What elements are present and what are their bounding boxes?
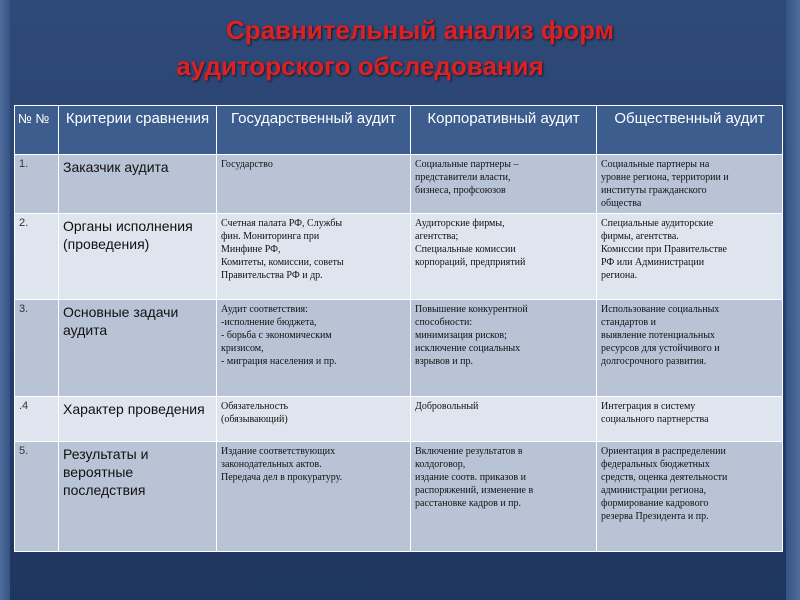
cell-line: Социальные партнеры –	[415, 159, 519, 170]
cell-line: расстановке кадров и пр.	[415, 498, 522, 509]
cell-line: резерва Президента и пр.	[601, 511, 709, 522]
header-corporate-audit: Корпоративный аудит	[411, 106, 597, 155]
cell-line: фин. Мониторинга при	[221, 231, 320, 242]
state-cell	[217, 155, 411, 214]
corporate-cell	[411, 300, 597, 397]
row-number: 3.	[15, 300, 59, 397]
cell-line: Аудиторские фирмы,	[415, 218, 505, 229]
cell-line: Правительства РФ и др.	[221, 270, 323, 281]
header-criteria: Критерии сравнения	[59, 106, 217, 155]
cell-line: Передача дел в прокуратуру.	[221, 472, 343, 483]
cell-line: -исполнение бюджета,	[221, 317, 317, 328]
cell-line: минимизация рисков;	[415, 330, 507, 341]
table-row	[15, 214, 783, 300]
cell-line: бизнеса, профсоюзов	[415, 185, 506, 196]
state-cell	[217, 300, 411, 397]
title-line-1: Сравнительный анализ форм	[226, 15, 614, 45]
cell-line: Интеграция в систему	[601, 401, 696, 412]
cell-line: Обязательность	[221, 401, 289, 412]
row-number: .4	[15, 397, 59, 442]
cell-line: региона.	[601, 270, 638, 281]
table-row	[15, 397, 783, 442]
cell-line: представители власти,	[415, 172, 511, 183]
cell-line: Издание соответствующих	[221, 446, 336, 457]
cell-line: законодательных актов.	[221, 459, 322, 470]
cell-line: Добровольный	[415, 401, 479, 412]
cell-line: фирмы, агентства.	[601, 231, 679, 242]
cell-line: Повышение конкурентной	[415, 304, 528, 315]
cell-line: способности:	[415, 317, 473, 328]
row-criterion: Характер проведения	[59, 397, 217, 442]
state-cell	[217, 397, 411, 442]
state-cell	[217, 214, 411, 300]
cell-line: Минфине РФ,	[221, 244, 281, 255]
table-header-row	[15, 106, 783, 155]
cell-line: исключение социальных	[415, 343, 521, 354]
row-number: 1.	[15, 155, 59, 214]
cell-line: - борьба с экономическим	[221, 330, 332, 341]
cell-line: распоряжений, изменение в	[415, 485, 534, 496]
public-cell	[597, 155, 783, 214]
public-cell	[597, 214, 783, 300]
header-state-audit: Государственный аудит	[217, 106, 411, 155]
cell-line: Счетная палата РФ, Службы	[221, 218, 343, 229]
header-number: № №	[15, 106, 59, 155]
row-criterion: Основные задачи аудита	[59, 300, 217, 397]
table-row	[15, 300, 783, 397]
public-cell	[597, 397, 783, 442]
slide-title	[0, 12, 800, 84]
cell-line: корпораций, предприятий	[415, 257, 526, 268]
cell-line: (обязывающий)	[221, 414, 288, 425]
cell-line: институты гражданского	[601, 185, 707, 196]
right-decor-stripe	[786, 0, 800, 600]
cell-line: уровне региона, территории и	[601, 172, 729, 183]
state-cell	[217, 442, 411, 552]
cell-line: социального партнерства	[601, 414, 709, 425]
table-row	[15, 155, 783, 214]
cell-line: Ориентация в распределении	[601, 446, 726, 457]
cell-line: Социальные партнеры на	[601, 159, 710, 170]
cell-line: администрации региона,	[601, 485, 707, 496]
cell-line: издание соотв. приказов и	[415, 472, 527, 483]
cell-line: выявление потенциальных	[601, 330, 715, 341]
cell-line: Комитеты, комиссии, советы	[221, 257, 344, 268]
comparison-table	[14, 105, 783, 552]
cell-line: Специальные комиссии	[415, 244, 516, 255]
cell-line: Государство	[221, 159, 273, 170]
cell-line: ресурсов для устойчивого и	[601, 343, 720, 354]
corporate-cell	[411, 397, 597, 442]
cell-line: - миграция населения и пр.	[221, 356, 337, 367]
cell-line: средств, оценка деятельности	[601, 472, 728, 483]
public-cell	[597, 300, 783, 397]
cell-line: Включение результатов в	[415, 446, 523, 457]
title-line-2: аудиторского обследования	[176, 51, 544, 81]
cell-line: Аудит соответствия:	[221, 304, 308, 315]
cell-line: общества	[601, 198, 642, 209]
corporate-cell	[411, 442, 597, 552]
cell-line: долгосрочного развития.	[601, 356, 707, 367]
row-criterion: Органы исполнения (проведения)	[59, 214, 217, 300]
corporate-cell	[411, 214, 597, 300]
cell-line: формирование кадрового	[601, 498, 709, 509]
cell-line: колдоговор,	[415, 459, 466, 470]
cell-line: Специальные аудиторские	[601, 218, 714, 229]
cell-line: федеральных бюджетных	[601, 459, 710, 470]
cell-line: взрывов и пр.	[415, 356, 473, 367]
cell-line: Использование социальных	[601, 304, 720, 315]
public-cell	[597, 442, 783, 552]
row-criterion: Заказчик аудита	[59, 155, 217, 214]
row-number: 5.	[15, 442, 59, 552]
table-row	[15, 442, 783, 552]
corporate-cell	[411, 155, 597, 214]
cell-line: агентства;	[415, 231, 459, 242]
cell-line: кризисом,	[221, 343, 264, 354]
row-criterion: Результаты и вероятные последствия	[59, 442, 217, 552]
cell-line: стандартов и	[601, 317, 656, 328]
cell-line: РФ или Администрации	[601, 257, 705, 268]
cell-line: Комиссии при Правительстве	[601, 244, 727, 255]
left-decor-stripe	[0, 0, 10, 600]
row-number: 2.	[15, 214, 59, 300]
header-public-audit: Общественный аудит	[597, 106, 783, 155]
